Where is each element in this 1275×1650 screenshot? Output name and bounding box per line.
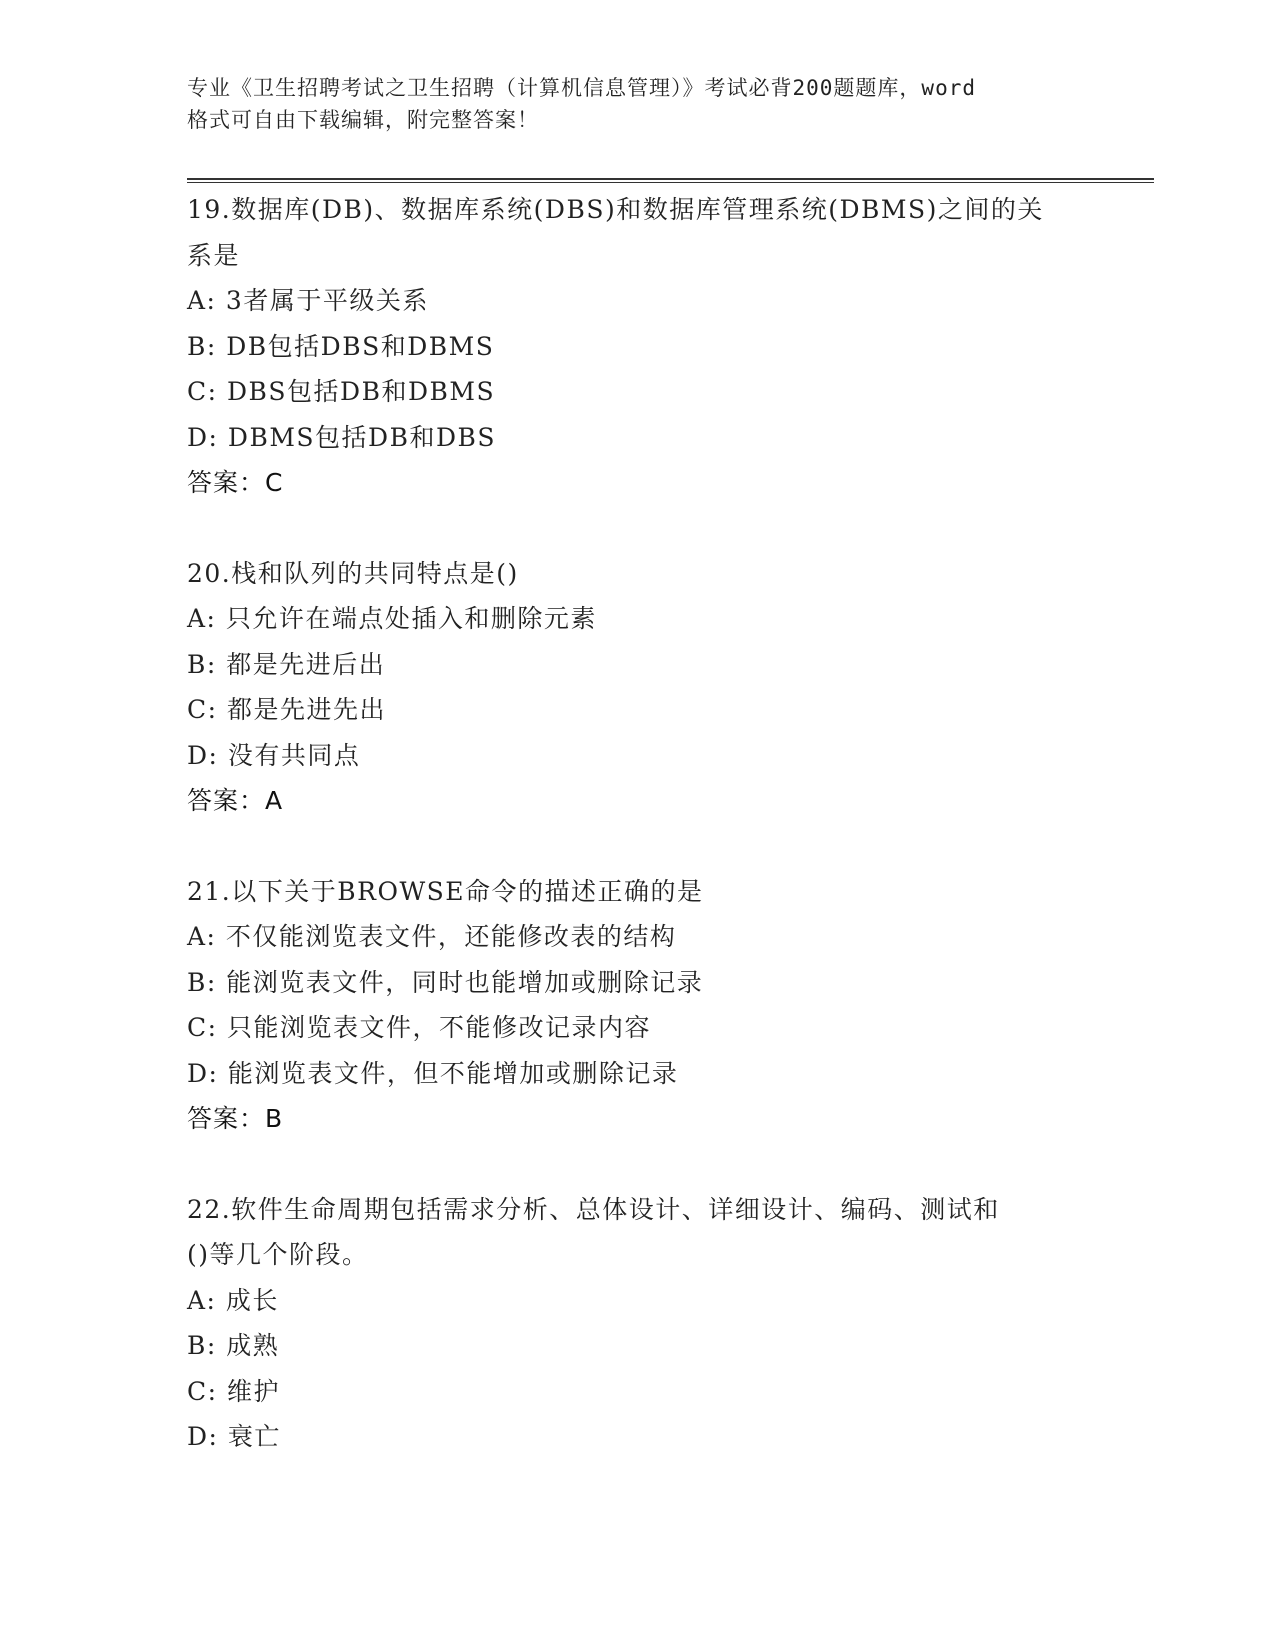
- question-20: [187, 551, 1087, 824]
- spacer: [187, 1142, 1087, 1187]
- question-text: 19.数据库(DB)、数据库系统(DBS)和数据库管理系统(DBMS)之间的关: [187, 195, 1044, 224]
- option-d: D: 能浏览表文件，但不能增加或删除记录: [187, 1058, 679, 1088]
- option-b: B: 能浏览表文件，同时也能增加或删除记录: [187, 967, 704, 997]
- answer-label: 答案：A: [187, 786, 284, 815]
- document-header: [187, 72, 1087, 136]
- option-a: A: 只允许在端点处插入和删除元素: [187, 604, 597, 633]
- answer-label: 答案：B: [187, 1104, 284, 1133]
- option-c: C: 只能浏览表文件，不能修改记录内容: [187, 1013, 651, 1042]
- header-divider: [187, 178, 1154, 183]
- option-c: C: 维护: [187, 1376, 280, 1406]
- question-list: [187, 187, 1087, 1460]
- header-line-2: 格式可自由下载编辑，附完整答案！: [187, 108, 539, 132]
- option-c: C: DBS包括DB和DBMS: [187, 377, 496, 406]
- question-21: [187, 869, 1087, 1142]
- option-a: A: 不仅能浏览表文件，还能修改表的结构: [187, 922, 677, 951]
- question-text: 20.栈和队列的共同特点是(): [187, 558, 519, 588]
- option-d: D: DBMS包括DB和DBS: [187, 422, 497, 452]
- option-c: C: 都是先进先出: [187, 695, 386, 724]
- header-line-1: 专业《卫生招聘考试之卫生招聘（计算机信息管理）》考试必背200题题库，word: [187, 76, 976, 100]
- question-text: 21.以下关于BROWSE命令的描述正确的是: [187, 876, 704, 906]
- question-text-continued: ()等几个阶段。: [187, 1240, 369, 1269]
- option-b: B: 都是先进后出: [187, 649, 386, 679]
- spacer: [187, 824, 1087, 869]
- question-19: [187, 187, 1087, 506]
- option-b: B: 成熟: [187, 1331, 280, 1360]
- question-text: 22.软件生命周期包括需求分析、总体设计、详细设计、编码、测试和: [187, 1194, 1000, 1224]
- spacer: [187, 506, 1087, 551]
- question-text-continued: 系是: [187, 240, 241, 270]
- answer-label: 答案：C: [187, 468, 284, 497]
- option-a: A: 3者属于平级关系: [187, 286, 429, 315]
- option-d: D: 没有共同点: [187, 740, 361, 770]
- option-d: D: 衰亡: [187, 1422, 281, 1451]
- question-22: [187, 1187, 1087, 1460]
- option-a: A: 成长: [187, 1285, 279, 1315]
- option-b: B: DB包括DBS和DBMS: [187, 331, 495, 361]
